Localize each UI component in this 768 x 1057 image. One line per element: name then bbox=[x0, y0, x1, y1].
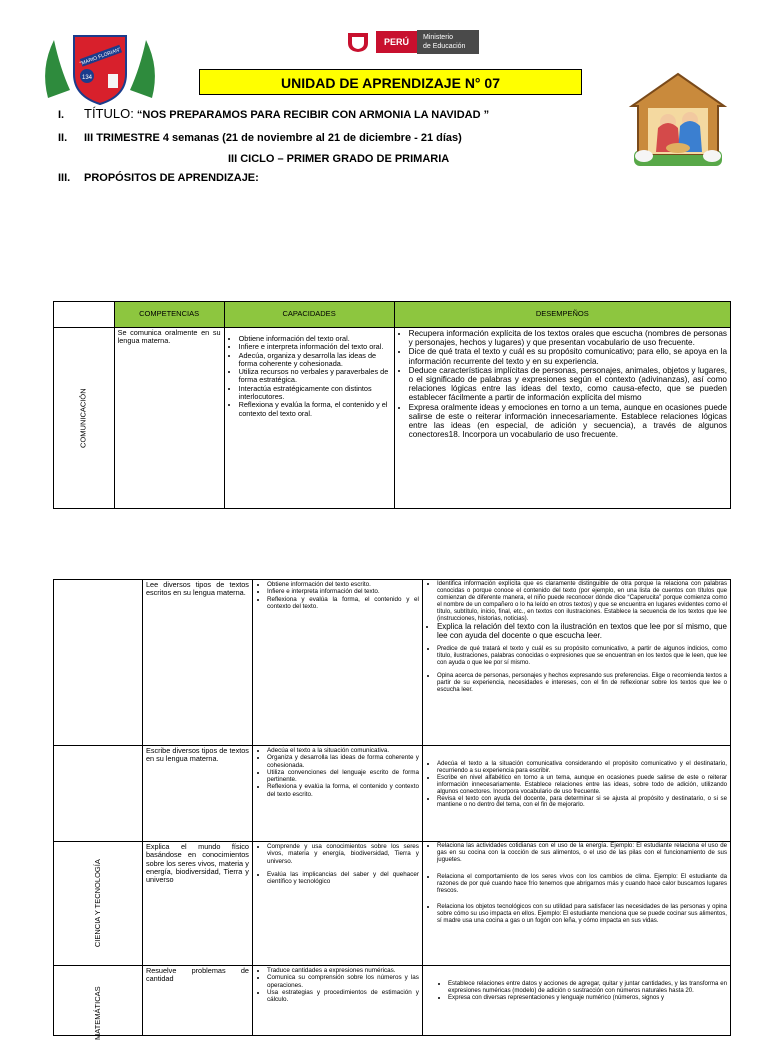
gov-ministry-line1: Ministerio bbox=[423, 34, 453, 41]
table-header-row bbox=[54, 302, 731, 328]
list-item: • Expresa oralmente ideas y emociones en torno a un tema, aunque en ocasiones puede salirse de este o reiterar información innecesariamente. Establece relaciones lógicas entre las ideas (en especial, de adición y secuencia), a través de algunos conectores18. Incorpora un vocabulario de uso frecuente. bbox=[409, 403, 727, 440]
area-label: COMUNICACIÓN bbox=[78, 388, 88, 448]
list-item: • Expresa con diversas representaciones y lenguaje numérico (números, signos y bbox=[448, 995, 727, 1002]
list-item: • Reflexiona y evalúa la forma, el contenido y el contexto del texto oral. bbox=[239, 401, 391, 418]
list-item: • Adecúa el texto a la situación comunicativa. bbox=[267, 747, 419, 754]
desempenos-cell bbox=[422, 966, 730, 1036]
list-item: • Comprende y usa conocimientos sobre los seres vivos, materia y energía, biodiversidad, Tierra y universo. bbox=[267, 843, 419, 865]
table-row bbox=[54, 966, 731, 1036]
section-trimestre bbox=[58, 132, 462, 144]
header-competencias: COMPETENCIAS bbox=[114, 302, 224, 328]
list-item: • Infiere e interpreta información del texto oral. bbox=[239, 343, 391, 351]
table-row bbox=[54, 580, 731, 746]
area-cell bbox=[54, 328, 115, 509]
list-item: • Evalúa las implicancias del saber y del quehacer científico y tecnológico bbox=[267, 871, 419, 886]
list-item: • Relaciona el comportamiento de los seres vivos con los cambios de clima. Ejemplo: El estudiante da razones de por qué cuando hace frío tenemos que abrigarnos más y cuando hace calor buscamos lugares frescos. bbox=[437, 874, 727, 895]
gov-country-label: PERÚ bbox=[376, 31, 417, 53]
desempenos-cell bbox=[422, 842, 730, 966]
competencia-cell: Lee diversos tipos de textos escritos en su lengua materna. bbox=[142, 580, 252, 746]
unit-title: UNIDAD DE APRENDIZAJE N° 07 bbox=[199, 69, 582, 95]
section2-text: III TRIMESTRE 4 semanas (21 de noviembre al 21 de diciembre - 21 días) bbox=[84, 132, 462, 144]
header-desempenos: DESEMPEÑOS bbox=[394, 302, 730, 328]
section1-value: “NOS PREPARAMOS PARA RECIBIR CON ARMONIA LA NAVIDAD ” bbox=[136, 109, 490, 121]
list-item: • Opina acerca de personas, personajes y hechos expresando sus preferencias. Elige o recomienda textos a partir de su experiencia, necesidades e intereses, con el fin de reflexionar sobre los textos que lee o escucha leer. bbox=[437, 673, 727, 694]
list-item: • Obtiene información del texto oral. bbox=[239, 335, 391, 343]
gov-ministry-label bbox=[417, 30, 479, 54]
desempenos-cell bbox=[394, 328, 730, 509]
list-item: • Comunica su comprensión sobre los números y las operaciones. bbox=[267, 974, 419, 989]
list-item: • Deduce características implícitas de personas, personajes, animales, objetos y lugares, o el significado de palabras y expresiones según el contexto (adivinanzas), así como relaciones lógicas entre las ideas del texto, como causa-efecto, que se pueden establecer fácilmente a partir de información explícita del mismo bbox=[409, 366, 727, 403]
school-number: 134 bbox=[81, 75, 93, 81]
section1-label: TÍTULO: bbox=[84, 106, 134, 121]
list-item: • Adecúa el texto a la situación comunicativa considerando el propósito comunicativo y el destinatario, recurriendo a su experiencia para escribir. bbox=[437, 761, 727, 775]
list-item: • Identifica información explícita que es claramente distinguible de otra porque la relaciona con palabras conocidas o porque conoce el contenido del texto (por ejemplo, en una lista de cuentos con títulos que comienzan de diferente manera, el niño puede reconocer dónde dice “Caperucita” porque comienza como el nombre de un compañero o lo ha leído en otros textos) y que se encuentra en lugares evidentes como el título, subtítulo, inicio, final, etc., en textos con ilustraciones. Establece la secuencia de los textos que lee (instrucciones, historias, noticias). bbox=[437, 581, 727, 622]
government-logo bbox=[344, 30, 479, 54]
competencia-cell: Explica el mundo físico basándose en conocimientos sobre los seres vivos, materia y energía, biodiversidad, Tierra y universo bbox=[142, 842, 252, 966]
list-item: • Explica la relación del texto con la ilustración en textos que lee por sí mismo, que lee con ayuda del docente o que escucha leer. bbox=[437, 622, 727, 640]
list-item: • Traduce cantidades a expresiones numéricas. bbox=[267, 967, 419, 974]
table-row bbox=[54, 842, 731, 966]
section1-number: I. bbox=[58, 109, 65, 121]
table-row bbox=[54, 746, 731, 842]
section3-number: III. bbox=[58, 172, 71, 184]
capacidades-cell bbox=[252, 580, 422, 746]
list-item: • Recupera información explícita de los textos orales que escucha (nombres de personas y personajes, hechos y lugares) y que presentan vocabulario de uso frecuente. bbox=[409, 329, 727, 347]
section3-text: PROPÓSITOS DE APRENDIZAJE: bbox=[84, 172, 259, 184]
list-item: • Utiliza convenciones del lenguaje escrito de forma pertinente. bbox=[267, 769, 419, 784]
list-item: • Relaciona las actividades cotidianas con el uso de la energía. Ejemplo: El estudiante relaciona el uso de gas en su cocina con la cocción de sus alimentos, o el uso de las pilas con el funcionamiento de sus juguetes. bbox=[437, 843, 727, 864]
area-cell bbox=[54, 746, 143, 842]
area-label: CIENCIA Y TECNOLOGÍA bbox=[92, 859, 102, 948]
competencias-table-2 bbox=[53, 579, 731, 1040]
capacidades-cell bbox=[252, 966, 422, 1036]
area-cell bbox=[54, 966, 143, 1040]
list-item: • Organiza y desarrolla las ideas de forma coherente y cohesionada. bbox=[267, 754, 419, 769]
ciclo-label: III CICLO – PRIMER GRADO DE PRIMARIA bbox=[228, 153, 450, 165]
area-cell bbox=[54, 842, 143, 966]
list-item: • Interactúa estratégicamente con distintos interlocutores. bbox=[239, 385, 391, 402]
list-item: • Reflexiona y evalúa la forma, el contenido y contexto del texto escrito. bbox=[267, 783, 419, 798]
capacidades-cell bbox=[252, 746, 422, 842]
competencia-cell: Se comunica oralmente en su lengua materna. bbox=[114, 328, 224, 509]
list-item: • Relaciona los objetos tecnológicos con su utilidad para satisfacer las necesidades de las personas y opina sobre cómo su uso impacta en ellos. Ejemplo: El estudiante menciona que se puede cocinar sus alimentos, sí madre usa una cocina a gas o un fogón con leña, y cómo impacta en sus vidas. bbox=[437, 904, 727, 925]
header-empty-cell bbox=[54, 302, 115, 328]
list-item: • Obtiene información del texto escrito. bbox=[267, 581, 419, 588]
list-item: • Adecúa, organiza y desarrolla las ideas de forma coherente y cohesionada. bbox=[239, 352, 391, 369]
list-item: • Establece relaciones entre datos y acciones de agregar, quitar y juntar cantidades, y las transforma en expresiones numéricas (modelo) de adición o sustracción con números naturales hasta 20. bbox=[448, 981, 727, 995]
section-title bbox=[58, 106, 489, 121]
capacidades-cell bbox=[224, 328, 394, 509]
school-logo-text: "MARIO FLORIAN" bbox=[79, 46, 122, 68]
gov-ministry-line2: de Educación bbox=[423, 43, 466, 50]
area-label: MATEMÁTICAS bbox=[92, 986, 102, 1040]
area-cell bbox=[54, 580, 143, 746]
desempenos-cell bbox=[422, 580, 730, 746]
coat-of-arms-icon bbox=[344, 31, 372, 53]
list-item: • Infiere e interpreta información del texto. bbox=[267, 588, 419, 595]
nativity-illustration bbox=[628, 68, 728, 170]
list-item: • Escribe en nivel alfabético en torno a un tema, aunque en ocasiones puede salirse de este o reiterar información innecesariamente. Establece relaciones entre las ideas, sobre todo de adición, utilizando algunos conectores. Incorpora vocabulario de uso frecuente. bbox=[437, 775, 727, 796]
competencia-cell: Resuelve problemas de cantidad bbox=[142, 966, 252, 1036]
header-capacidades: CAPACIDADES bbox=[224, 302, 394, 328]
list-item: • Dice de qué trata el texto y cuál es su propósito comunicativo; para ello, se apoya en la información recurrente del texto y en su experiencia. bbox=[409, 347, 727, 365]
competencia-cell: Escribe diversos tipos de textos en su lengua materna. bbox=[142, 746, 252, 842]
list-item: • Reflexiona y evalúa la forma, el contenido y el contexto del texto. bbox=[267, 596, 419, 611]
capacidades-cell bbox=[252, 842, 422, 966]
list-item: • Revisa el texto con ayuda del docente, para determinar si se ajusta al propósito y destinatario, o si se mantiene o no dentro del tema, con el fin de mejorarlo. bbox=[437, 796, 727, 810]
competencias-table-1 bbox=[53, 301, 731, 509]
list-item: • Usa estrategias y procedimientos de estimación y cálculo. bbox=[267, 989, 419, 1004]
list-item: • Predice de qué tratará el texto y cuál es su propósito comunicativo, a partir de algunos indicios, como título, ilustraciones, palabras conocidas o expresiones que se encuentran en los textos que le leen, que lee con ayuda o que lee por sí mismo. bbox=[437, 646, 727, 667]
list-item: • Utiliza recursos no verbales y paraverbales de forma estratégica. bbox=[239, 368, 391, 385]
table-row bbox=[54, 328, 731, 509]
section-propositos bbox=[58, 172, 259, 184]
section2-number: II. bbox=[58, 132, 68, 144]
school-logo bbox=[40, 28, 160, 106]
desempenos-cell bbox=[422, 746, 730, 842]
